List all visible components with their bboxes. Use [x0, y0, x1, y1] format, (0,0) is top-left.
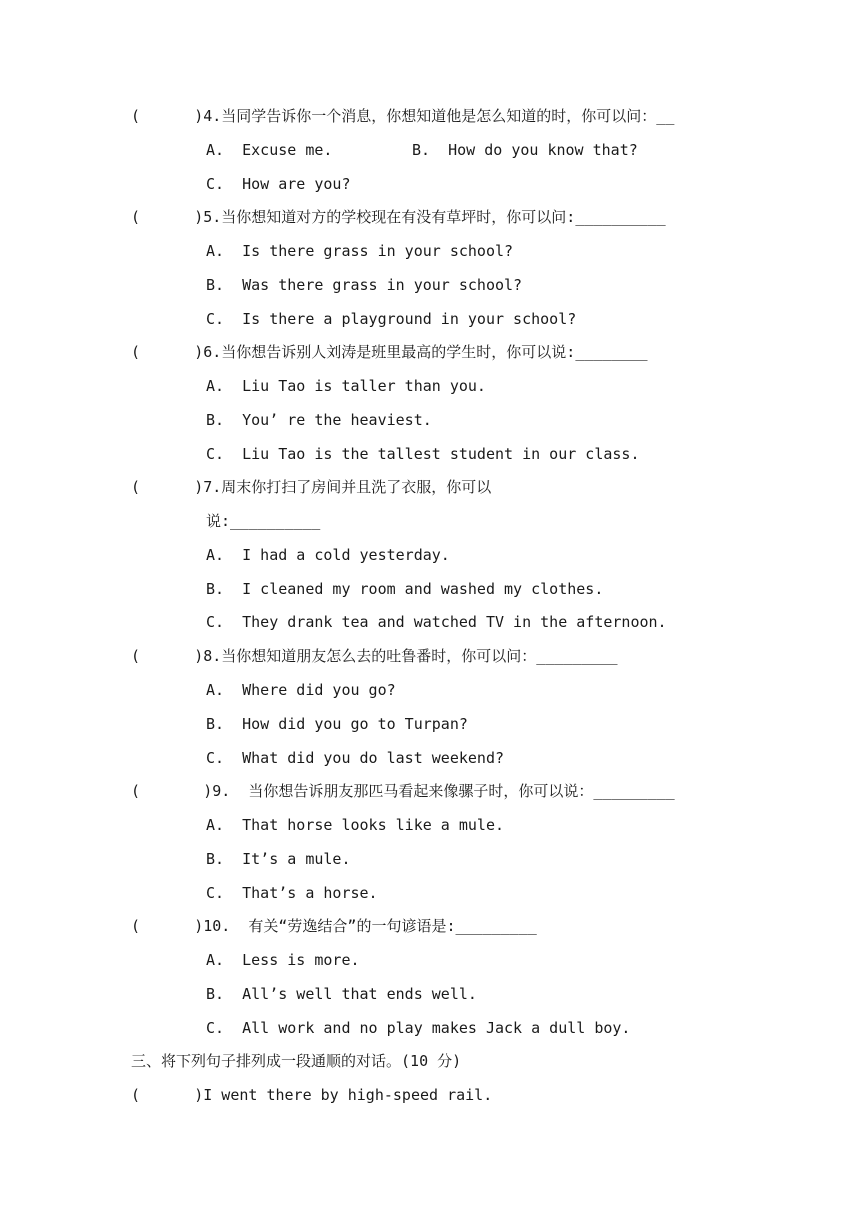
question-4-option-a: A. Excuse me. — [206, 141, 333, 159]
question-5-stem: ( )5.当你想知道对方的学校现在有没有草坪时，你可以问:__________ — [131, 208, 666, 226]
question-8-option-b: B. How did you go to Turpan? — [206, 715, 468, 733]
question-9-option-a: A. That horse looks like a mule. — [206, 816, 505, 834]
question-7-option-a: A. I had a cold yesterday. — [206, 546, 450, 564]
question-8-option-c: C. What did you do last weekend? — [206, 749, 505, 767]
question-4-stem: ( )4.当同学告诉你一个消息，你想知道他是怎么知道的时，你可以问：__ — [131, 107, 675, 125]
question-5-option-b: B. Was there grass in your school? — [206, 276, 523, 294]
question-7-stem-continuation: 说:__________ — [206, 512, 321, 530]
question-7-stem: ( )7.周末你打扫了房间并且洗了衣服，你可以 — [131, 478, 492, 496]
question-6-stem: ( )6.当你想告诉别人刘涛是班里最高的学生时，你可以说:________ — [131, 343, 648, 361]
section-3-title: 三、将下列句子排列成一段通顺的对话。(10 分) — [131, 1052, 462, 1070]
question-6-option-b: B. You’ re the heaviest. — [206, 411, 432, 429]
question-9-stem: ( )9. 当你想告诉朋友那匹马看起来像骡子时，你可以说：_________ — [131, 782, 675, 800]
question-6-option-a: A. Liu Tao is taller than you. — [206, 377, 486, 395]
question-10-option-c: C. All work and no play makes Jack a dull boy. — [206, 1019, 631, 1037]
question-8-option-a: A. Where did you go? — [206, 681, 396, 699]
question-6-option-c: C. Liu Tao is the tallest student in our class. — [206, 445, 640, 463]
question-5-option-c: C. Is there a playground in your school? — [206, 310, 577, 328]
question-5-option-a: A. Is there grass in your school? — [206, 242, 514, 260]
question-7-option-b: B. I cleaned my room and washed my clothes. — [206, 580, 604, 598]
question-10-option-a: A. Less is more. — [206, 951, 360, 969]
question-9-option-b: B. It’s a mule. — [206, 850, 351, 868]
question-10-stem: ( )10. 有关“劳逸结合”的一句谚语是:_________ — [131, 917, 537, 935]
question-9-option-c: C. That’s a horse. — [206, 884, 378, 902]
question-8-stem: ( )8.当你想知道朋友怎么去的吐鲁番时，你可以问：_________ — [131, 647, 618, 665]
section-3-item-1: ( )I went there by high-speed rail. — [131, 1086, 493, 1104]
question-7-option-c: C. They drank tea and watched TV in the afternoon. — [206, 613, 667, 631]
question-10-option-b: B. All’s well that ends well. — [206, 985, 477, 1003]
question-4-option-b: B. How do you know that? — [412, 141, 638, 159]
question-4-option-c: C. How are you? — [206, 175, 351, 193]
